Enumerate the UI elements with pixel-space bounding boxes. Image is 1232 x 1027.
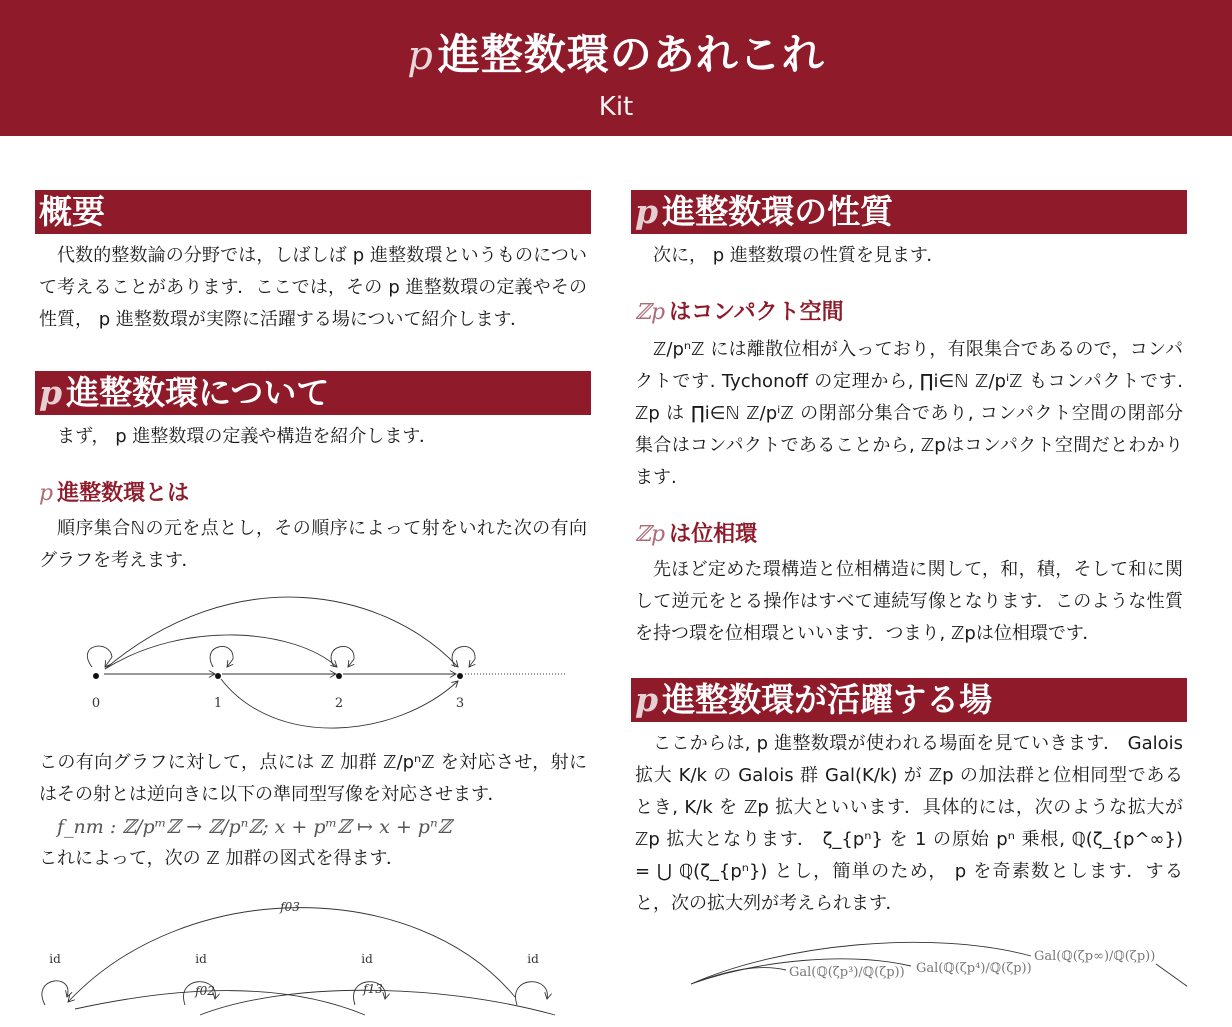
diagram-label: id: [527, 952, 539, 966]
author: Kit: [598, 92, 634, 122]
diagram-label: id: [195, 952, 207, 966]
directed-graph-N: [35, 589, 591, 739]
section-heading-applications: p 進整数環が活躍する場: [631, 678, 1187, 722]
page-title: p進整数環のあれこれ: [407, 30, 825, 79]
diagram-label: Gal(ℚ(ζp∞)/ℚ(ζp)): [1034, 949, 1156, 964]
subheading-what-is: p 進整数環とは: [39, 481, 190, 506]
about-intro: まず， p 進整数環の定義や構造を紹介します．: [57, 426, 437, 447]
graph-node-label: 3: [455, 696, 465, 711]
section-heading-about: p 進整数環について: [35, 371, 591, 415]
graph-node-label: 1: [213, 696, 223, 711]
graph-node-label: 0: [91, 696, 101, 711]
homomorphism-formula: f_nm : ℤ/pᵐℤ → ℤ/pⁿℤ; x + pᵐℤ ↦ x + pⁿℤ: [57, 816, 452, 838]
diagram-label: Gal(ℚ(ζp⁴)/ℚ(ζp)): [916, 961, 1032, 976]
diagram-label: id: [49, 952, 61, 966]
properties-intro: 次に， p 進整数環の性質を見ます．: [653, 245, 945, 266]
after-formula-text: これによって，次の ℤ 加群の図式を得ます．: [39, 848, 405, 869]
topring-body: 先ほど定めた環構造と位相構造に関して，和，積，そして和に関して逆元をとる操作はすべて連続写像となります．このような性質を持つ環を位相環といいます．つまり, ℤpは位相環です．: [635, 559, 1183, 644]
what-is-body: 順序集合ℕの元を点とし，その順序によって射をいれた次の有向グラフを考えます．: [39, 518, 587, 571]
section-heading-properties: p 進整数環の性質: [631, 190, 1187, 234]
extension-tower-diagram: [631, 934, 1187, 994]
subheading-compact: ℤp はコンパクト空間: [635, 300, 844, 325]
graph-node-label: 2: [334, 696, 344, 711]
diagram-label: Gal(ℚ(ζp³)/ℚ(ζp)): [789, 965, 905, 980]
after-graph-text: この有向グラフに対して，点には ℤ 加群 ℤ/pⁿℤ を対応させ，射にはその射とは逆向きに以下の準同型写像を対応させます．: [39, 752, 587, 805]
section-heading-overview: 概要: [35, 190, 591, 234]
applications-body: ここからは, p 進整数環が使われる場面を見ていきます． Galois 拡大 K/k の Galois 群 Gal(K/k) が ℤp の加法群と位相同型であるとき, K/k を ℤp 拡大といいます．具体的には，次のような拡大が ℤp 拡大となります． ζ_{pⁿ} を 1 の原始 pⁿ 乗根, ℚ(ζ_{p^∞}) = ⋃ ℚ(ζ_{pⁿ}) とし，簡単のため， p を奇素数とします．すると，次の拡大列が考えられます．: [635, 733, 1183, 914]
poster-header: [0, 0, 1232, 136]
diagram-label: f03: [280, 900, 300, 914]
compact-body: ℤ/pⁿℤ には離散位相が入っており，有限集合であるので，コンパクトです. Tychonoff の定理から, ∏i∈ℕ ℤ/pⁱℤ もコンパクトです. ℤp は ∏i∈ℕ ℤ/pⁱℤ の閉部分集合であり, コンパクト空間の閉部分集合はコンパクトであることから, ℤpはコンパクト空間だとわかります.: [635, 339, 1183, 488]
overview-body: 代数的整数論の分野では，しばしば p 進整数環というものについて考えることがあります．ここでは，その p 進整数環の定義やその性質， p 進整数環が実際に活躍する場について紹介します．: [39, 245, 587, 330]
right-column: [631, 190, 1187, 994]
left-column: [35, 190, 591, 1027]
diagram-label: id: [361, 952, 373, 966]
title-math-p: p: [407, 33, 434, 79]
subheading-topological-ring: ℤp は位相環: [635, 522, 758, 547]
diagram-label: f13: [363, 982, 383, 996]
diagram-label: f02: [195, 984, 215, 998]
